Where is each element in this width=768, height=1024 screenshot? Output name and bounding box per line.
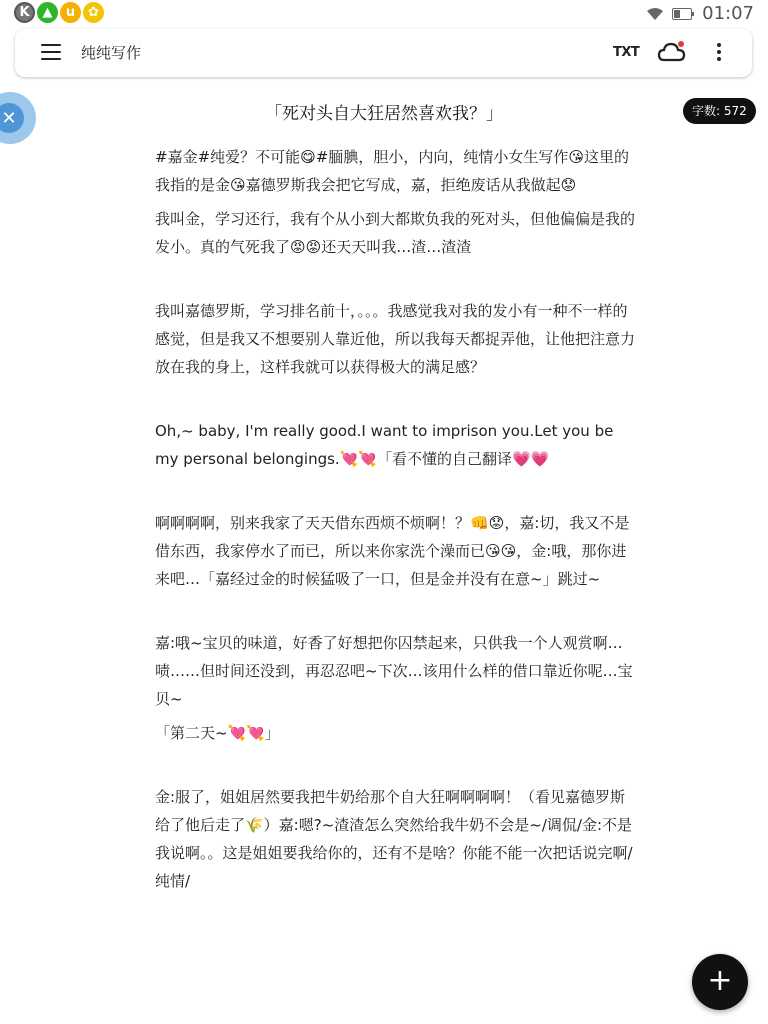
green-app-icon: ▲ xyxy=(37,2,58,23)
app-title: 纯纯写作 xyxy=(81,44,142,62)
paragraph: 嘉:哦~宝贝的味道，好香了好想把你囚禁起来，只供我一个人观赏啊…啧……但时间还没到，再忍忍吧~下次…该用什么样的借口靠近你呢…宝贝~ xyxy=(155,634,633,708)
blank-line xyxy=(155,753,635,783)
menu-button[interactable] xyxy=(41,44,61,60)
close-icon: ✕ xyxy=(0,103,24,133)
paragraph: 金:服了，姐姐居然要我把牛奶给那个自大狂啊啊啊啊！（看见嘉德罗斯给了他后走了🌾）嘉:嗯?~渣渣怎么突然给我牛奶不会是~/调侃/金:不是我说啊。。这是姐姐要我给你的，还有不是啥？你能不能一次把话说完啊/纯情/ xyxy=(155,788,633,890)
paragraph: 啊啊啊啊，别来我家了天天借东西烦不烦啊！？👊😟，嘉:切，我又不是借东西，我家停水了而已，所以来你家洗个澡而已😘😘，金:哦，那你进来吧…「嘉经过金的时候猛吸了一口，但是金并没有在意~」跳过~ xyxy=(155,514,630,588)
paragraph: 我叫金，学习还行，我有个从小到大都欺负我的死对头，但他偏偏是我的发小。真的气死我了😡😡还天天叫我…渣…渣渣 xyxy=(155,210,636,256)
blank-line xyxy=(155,267,635,297)
notification-icons xyxy=(14,2,104,23)
blank-line xyxy=(155,387,635,417)
wifi-icon xyxy=(646,7,664,21)
paragraph: #嘉金#纯爱？不可能😋#腼腆，胆小，内向，纯情小女生写作😘这里的我指的是金😘嘉德罗斯我会把它写成，嘉，拒绝废话从我做起😟 xyxy=(155,148,629,194)
paragraph: Oh,~ baby, I'm really good.I want to imprison you.Let you be my personal belongings.💘💘「看不懂的自己翻译💗💗 xyxy=(155,422,614,468)
status-bar xyxy=(0,0,768,26)
k-app-icon: K xyxy=(14,2,35,23)
cloud-icon xyxy=(657,40,687,64)
blank-line xyxy=(155,599,635,629)
add-button[interactable] xyxy=(692,954,748,1010)
app-bar xyxy=(15,29,752,77)
plus-icon: + xyxy=(707,963,733,998)
battery-icon xyxy=(672,8,694,20)
paragraph: 我叫嘉德罗斯，学习排名前十，。。。我感觉我对我的发小有一种不一样的感觉，但是我又不想要别人靠近他，所以我每天都捉弄他，让他把注意力放在我的身上，这样我就可以获得极大的满足感？ xyxy=(155,302,636,376)
more-options-button[interactable] xyxy=(711,41,727,65)
document-body[interactable] xyxy=(155,143,635,901)
flower-app-icon: ✿ xyxy=(83,2,104,23)
paragraph: 「第二天~💘💘」 xyxy=(155,724,280,742)
cloud-sync-button[interactable] xyxy=(657,40,687,68)
word-count-badge: 字数: 572 xyxy=(683,98,756,124)
txt-export-button[interactable]: TXT xyxy=(613,45,640,60)
clock: 01:07 xyxy=(702,3,754,24)
blank-line xyxy=(155,479,635,509)
document-title[interactable]: 「死对头自大狂居然喜欢我？」 xyxy=(265,104,503,124)
u-app-icon: u xyxy=(60,2,81,23)
